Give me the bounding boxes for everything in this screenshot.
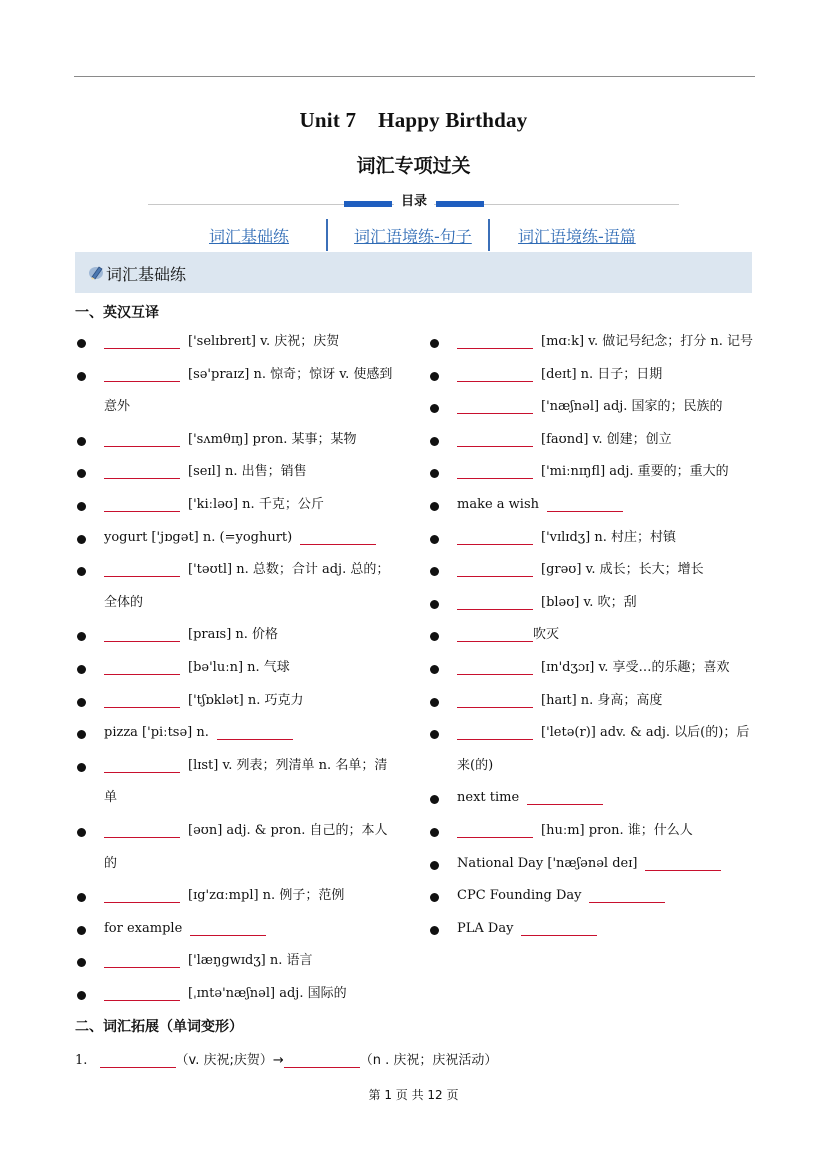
bullet-icon (430, 795, 439, 804)
vocab-item (428, 456, 758, 489)
vocab-item (75, 750, 395, 815)
toc-separator (326, 219, 328, 251)
vocab-item (75, 489, 395, 522)
header-rule (74, 76, 755, 77)
bullet-icon (77, 893, 86, 902)
vocab-item (75, 456, 395, 489)
answer-blank[interactable] (457, 524, 533, 545)
answer-blank[interactable] (589, 882, 665, 903)
bullet-icon (77, 339, 86, 348)
answer-blank[interactable] (104, 882, 180, 903)
vocab-definition: [bləʊ] v. 吹；刮 (541, 594, 637, 610)
vocab-definition: [grəʊ] v. 成长；长大；增长 (541, 562, 704, 578)
exercise-hint: （n . 庆祝；庆祝活动） (359, 1053, 498, 1068)
vocab-item (428, 815, 758, 848)
vocab-item (428, 522, 758, 555)
vocab-item (75, 619, 395, 652)
answer-blank[interactable] (457, 687, 533, 708)
vocab-column-left (75, 326, 395, 1010)
answer-blank[interactable] (104, 426, 180, 447)
toc-label: 目录 (394, 193, 434, 211)
answer-blank[interactable] (457, 719, 533, 740)
bullet-icon (77, 828, 86, 837)
answer-blank[interactable] (284, 1047, 360, 1068)
bullet-icon (430, 730, 439, 739)
vocab-definition: [ɪn'dʒɔɪ] v. 享受…的乐趣；喜欢 (541, 659, 730, 675)
vocab-item (428, 554, 758, 587)
vocab-prompt: for example (104, 920, 183, 936)
bullet-icon (77, 665, 86, 674)
vocab-item (75, 554, 395, 619)
vocab-definition: ['kiːləʊ] n. 千克；公斤 (188, 496, 324, 512)
bullet-icon (77, 763, 86, 772)
bullet-icon (77, 958, 86, 967)
bullet-icon (430, 926, 439, 935)
vocab-item (75, 359, 395, 424)
answer-blank[interactable] (457, 328, 533, 349)
bullet-icon (77, 991, 86, 1000)
vocab-item (428, 685, 758, 718)
answer-blank[interactable] (457, 621, 533, 642)
toc-bar-left (344, 201, 392, 207)
bullet-icon (430, 665, 439, 674)
bullet-icon (430, 600, 439, 609)
bullet-icon (77, 372, 86, 381)
exercise-line (75, 1047, 497, 1068)
answer-blank[interactable] (104, 361, 180, 382)
answer-blank[interactable] (104, 687, 180, 708)
vocab-definition: [lɪst] v. 列表；列清单 n. 名单；清单 (104, 757, 388, 806)
bullet-icon (77, 926, 86, 935)
vocab-item (75, 522, 395, 555)
vocab-item (75, 424, 395, 457)
vocab-item (428, 848, 758, 881)
vocab-item (428, 587, 758, 620)
bullet-icon (77, 469, 86, 478)
vocab-prompt: next time (457, 790, 520, 806)
vocab-definition: ['vɪlɪdʒ] n. 村庄；村镇 (541, 529, 676, 545)
bullet-icon (430, 372, 439, 381)
vocab-definition: [əʊn] adj. & pron. 自己的；本人的 (104, 822, 388, 871)
bullet-icon (430, 339, 439, 348)
answer-blank[interactable] (521, 915, 597, 936)
vocab-definition: [ˌɪntə'næʃnəl] adj. 国际的 (188, 985, 347, 1001)
answer-blank[interactable] (457, 817, 533, 838)
vocab-item (428, 326, 758, 359)
vocab-definition: ['tʃɒklət] n. 巧克力 (188, 692, 304, 708)
answer-blank[interactable] (104, 458, 180, 479)
answer-blank[interactable] (104, 980, 180, 1001)
answer-blank[interactable] (457, 426, 533, 447)
bullet-icon (430, 404, 439, 413)
answer-blank[interactable] (457, 361, 533, 382)
bullet-icon (430, 535, 439, 544)
bullet-icon (430, 632, 439, 641)
vocab-item (75, 717, 395, 750)
vocab-item (428, 652, 758, 685)
toc-link-sentence[interactable]: 词汇语境练-句子 (354, 227, 472, 246)
vocab-prompt: PLA Day (457, 920, 514, 936)
answer-blank[interactable] (457, 654, 533, 675)
vocab-definition: [praɪs] n. 价格 (188, 627, 279, 643)
bullet-icon (77, 567, 86, 576)
exercise-hint: （v. 庆祝;庆贺）→ (175, 1053, 284, 1068)
unit-name: Happy Birthday (378, 108, 528, 132)
vocab-definition: [bə'luːn] n. 气球 (188, 659, 290, 675)
vocab-item (75, 913, 395, 946)
vocab-definition: [ɪg'zɑːmpl] n. 例子；范例 (188, 888, 345, 904)
vocab-item (75, 326, 395, 359)
vocab-prompt: make a wish (457, 496, 539, 512)
bullet-icon (77, 502, 86, 511)
vocab-definition: ['letə(r)] adv. & adj. 以后(的)；后来(的) (457, 725, 750, 773)
answer-blank[interactable] (527, 784, 603, 805)
toc-separator (488, 219, 490, 251)
vocab-definition: [haɪt] n. 身高；高度 (541, 692, 663, 708)
vocab-item (75, 652, 395, 685)
vocab-item (75, 880, 395, 913)
bullet-icon (430, 893, 439, 902)
pencil-icon (88, 264, 104, 280)
vocab-item (428, 359, 758, 392)
answer-blank[interactable] (457, 393, 533, 414)
answer-blank[interactable] (104, 621, 180, 642)
vocab-definition: [faʊnd] v. 创建；创立 (541, 431, 672, 447)
bullet-icon (430, 698, 439, 707)
vocab-item (428, 391, 758, 424)
answer-blank[interactable] (104, 491, 180, 512)
answer-blank[interactable] (104, 752, 180, 773)
unit-label: Unit 7 (299, 108, 357, 132)
vocab-definition: [mɑːk] v. 做记号纪念；打分 n. 记号 (541, 334, 754, 349)
bullet-icon (77, 698, 86, 707)
vocab-definition: 吹灭 (533, 627, 560, 643)
vocab-item (428, 619, 758, 652)
vocab-item (428, 782, 758, 815)
vocab-column-right (428, 326, 758, 945)
vocab-definition: ['næʃnəl] adj. 国家的；民族的 (541, 399, 723, 415)
part1-heading: 一、英汉互译 (75, 305, 159, 321)
vocab-prompt: pizza ['piːtsə] n. (104, 725, 209, 741)
toc-link-basic[interactable]: 词汇基础练 (209, 227, 290, 246)
answer-blank[interactable] (645, 850, 721, 871)
answer-blank[interactable] (104, 817, 180, 838)
vocab-prompt: CPC Founding Day (457, 888, 582, 904)
answer-blank[interactable] (104, 328, 180, 349)
vocab-item (428, 489, 758, 522)
vocab-definition: [seɪl] n. 出售；销售 (188, 464, 307, 480)
bullet-icon (430, 437, 439, 446)
vocab-item (75, 685, 395, 718)
vocab-prompt: National Day ['næʃənəl deɪ] (457, 855, 638, 871)
bullet-icon (430, 828, 439, 837)
bullet-icon (430, 861, 439, 870)
part2-heading: 二、词汇拓展（单词变形） (75, 1019, 243, 1035)
exercise-number: 1. (75, 1053, 88, 1068)
answer-blank[interactable] (457, 556, 533, 577)
vocab-item (428, 880, 758, 913)
page-title (0, 108, 827, 133)
vocab-definition: [huːm] pron. 谁；什么人 (541, 822, 693, 838)
bullet-icon (430, 502, 439, 511)
vocab-item (428, 913, 758, 946)
toc-bar-right (436, 201, 484, 207)
answer-blank[interactable] (104, 654, 180, 675)
vocab-definition: ['təʊtl] n. 总数；合计 adj. 总的；全体的 (104, 562, 390, 610)
bullet-icon (77, 632, 86, 641)
answer-blank[interactable] (300, 524, 376, 545)
page-subtitle: 词汇专项过关 (356, 155, 471, 177)
vocab-definition: ['læŋgwɪdʒ] n. 语言 (188, 953, 313, 969)
page-footer: 第 1 页 共 12 页 (368, 1088, 459, 1102)
vocab-item (428, 717, 758, 782)
vocab-prompt: yogurt ['jɒgət] n. (=yoghurt) (104, 529, 293, 545)
bullet-icon (77, 730, 86, 739)
bullet-icon (430, 469, 439, 478)
bullet-icon (77, 535, 86, 544)
vocab-definition: [deɪt] n. 日子；日期 (541, 366, 663, 382)
answer-blank[interactable] (190, 915, 266, 936)
answer-blank[interactable] (547, 491, 623, 512)
answer-blank[interactable] (457, 589, 533, 610)
vocab-item (428, 424, 758, 457)
vocab-definition: [sə'praɪz] n. 惊奇；惊讶 v. 使感到意外 (104, 366, 393, 415)
toc-link-passage[interactable]: 词汇语境练-语篇 (518, 227, 636, 246)
vocab-item (75, 945, 395, 978)
vocab-definition: ['sʌmθɪŋ] pron. 某事；某物 (188, 431, 357, 447)
vocab-definition: ['miːnɪŋfl] adj. 重要的；重大的 (541, 464, 729, 480)
vocab-item (75, 815, 395, 880)
answer-blank[interactable] (104, 947, 180, 968)
bullet-icon (430, 567, 439, 576)
answer-blank[interactable] (457, 458, 533, 479)
answer-blank[interactable] (104, 556, 180, 577)
answer-blank[interactable] (100, 1047, 176, 1068)
vocab-definition: ['selɪbreɪt] v. 庆祝；庆贺 (188, 334, 340, 349)
section-title: 词汇基础练 (106, 265, 187, 284)
vocab-item (75, 978, 395, 1011)
answer-blank[interactable] (217, 719, 293, 740)
bullet-icon (77, 437, 86, 446)
